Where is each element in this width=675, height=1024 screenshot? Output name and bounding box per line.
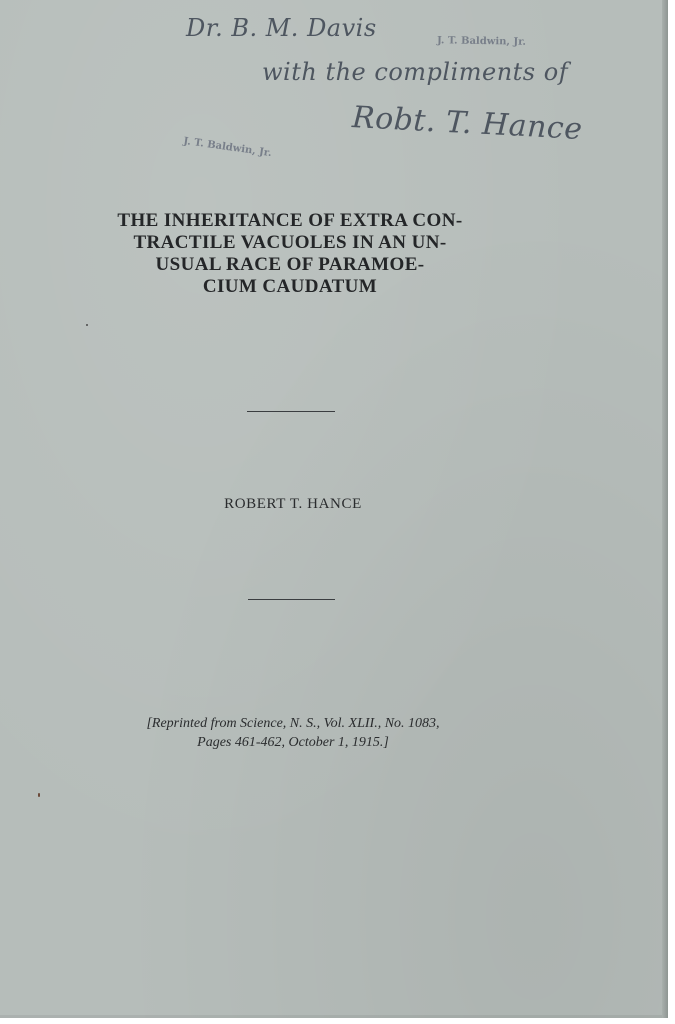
paper-blemish: [38, 793, 40, 797]
owner-stamp-left: J. T. Baldwin, Jr.: [182, 135, 273, 160]
title-line: CIUM CAUDATUM: [202, 276, 378, 297]
article-title: [80, 210, 500, 298]
inscription-compliments: with the compliments of: [262, 58, 569, 86]
title-line: TRACTILE VACUOLES IN AN UN-: [133, 232, 447, 253]
divider-upper: [247, 411, 335, 412]
citation-line: [Reprinted from Science, N. S., Vol. XLII., No. 1083,: [146, 716, 440, 731]
title-line: USUAL RACE OF PARAMOE-: [155, 254, 425, 275]
citation-line: Pages 461-462, October 1, 1915.]: [197, 735, 389, 750]
owner-stamp-top: J. T. Baldwin, Jr.: [436, 35, 527, 48]
author-name: ROBERT T. HANCE: [224, 496, 362, 512]
page-edge: [662, 0, 668, 1018]
divider-lower: [248, 599, 335, 600]
inscription-signature: Robt. T. Hance: [351, 99, 584, 148]
reprint-citation: [80, 714, 506, 752]
paper-blemish: [86, 324, 88, 326]
title-line: THE INHERITANCE OF EXTRA CON-: [117, 210, 463, 231]
inscription-recipient: Dr. B. M. Davis: [186, 14, 377, 42]
